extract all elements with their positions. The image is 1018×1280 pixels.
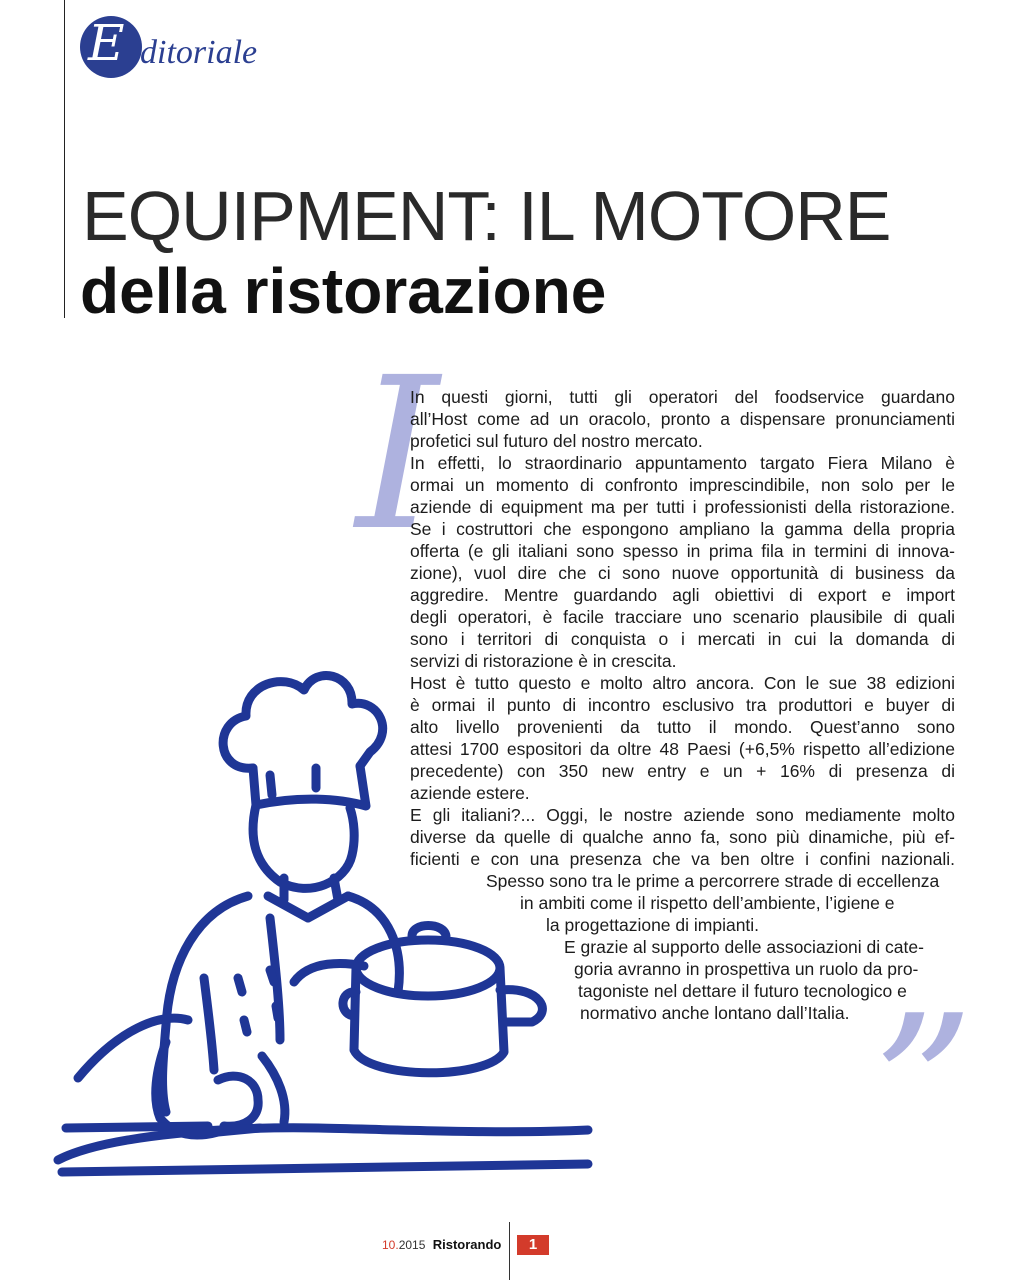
page-footer [382,1237,501,1252]
article-line: all’Host come ad un oracolo, pronto a dispensare pronunciamenti [410,409,955,429]
footer-issue-month: 10. [382,1238,399,1252]
article-line: la progettazione di impianti. [546,915,760,935]
closing-quote-mark: ” [872,973,975,1206]
article-line: attesi 1700 espositori da oltre 48 Paesi (+6,5% rispetto all’edizione [410,739,955,759]
footer-issue-year: 2015 [398,1238,426,1252]
article-line: diverse da quelle di qualche anno fa, sono più dinamiche, più ef- [410,827,955,847]
article-line: normativo anche lontano dall’Italia. [580,1003,850,1023]
article-line: In questi giorni, tutti gli operatori del foodservice guardano [410,387,955,407]
article-line: aziende estere. [410,783,530,803]
footer-magazine-name: Ristorando [432,1237,502,1252]
article-line: offerta (e gli italiani sono spesso in prima fila in termini di innova- [410,541,955,561]
section-badge-letter: E [88,14,125,72]
article-line: Se i costruttori che espongono ampliano la gamma della propria [410,519,955,539]
article-line: profetici sul futuro del nostro mercato. [410,431,703,451]
article-line: Spesso sono tra le prime a percorrere strade di eccellenza [486,871,940,891]
article-body-wrap [0,870,1018,1024]
article-line: è ormai il punto di incontro esclusivo tra produttori e buyer di [410,695,955,715]
drop-cap: I [356,332,439,577]
article-line: aggredire. Mentre guardando agli obiettivi di export e import [410,585,955,605]
section-label: ditoriale [140,34,258,71]
article-line: E grazie al supporto delle associazioni di cate- [564,937,924,957]
article-body-top [410,386,955,870]
article-line: E gli italiani?... Oggi, le nostre aziende sono mediamente molto [410,805,955,825]
footer-rule [509,1222,510,1280]
article-line: sono i territori di conquista o i mercati in cui la domanda di [410,629,955,649]
left-margin-rule [64,0,65,318]
article-line: Host è tutto questo e molto altro ancora. Con le sue 38 edizioni [410,673,955,693]
article-line: alto livello provenienti da tutto il mondo. Quest’anno sono [410,717,955,737]
article-line: degli operatori, è facile tracciare uno scenario plausibile di quali [410,607,955,627]
headline-line-1: EQUIPMENT: IL MOTORE [82,177,891,255]
headline-line-2: della ristorazione [80,255,607,327]
page-number: 1 [517,1235,549,1255]
article-line: zione), vuol dire che ci sono nuove opportunità di business da [410,563,955,583]
article-line: aziende di equipment ma per tutti i professionisti della ristorazione. [410,497,955,517]
article-line: In effetti, lo straordinario appuntamento targato Fiera Milano è [410,453,955,473]
article-line: goria avranno in prospettiva un ruolo da pro- [574,959,919,979]
article-line: precedente) con 350 new entry e un + 16% di presenza di [410,761,955,781]
article-line: ormai un momento di confronto imprescindibile, non solo per le [410,475,955,495]
article-line: tagoniste nel dettare il futuro tecnologico e [578,981,907,1001]
article-line: in ambiti come il rispetto dell’ambiente, l’igiene e [520,893,895,913]
article-line: ficienti e con una presenza che va ben oltre i confini nazionali. [410,849,955,869]
article-line: servizi di ristorazione è in crescita. [410,651,677,671]
